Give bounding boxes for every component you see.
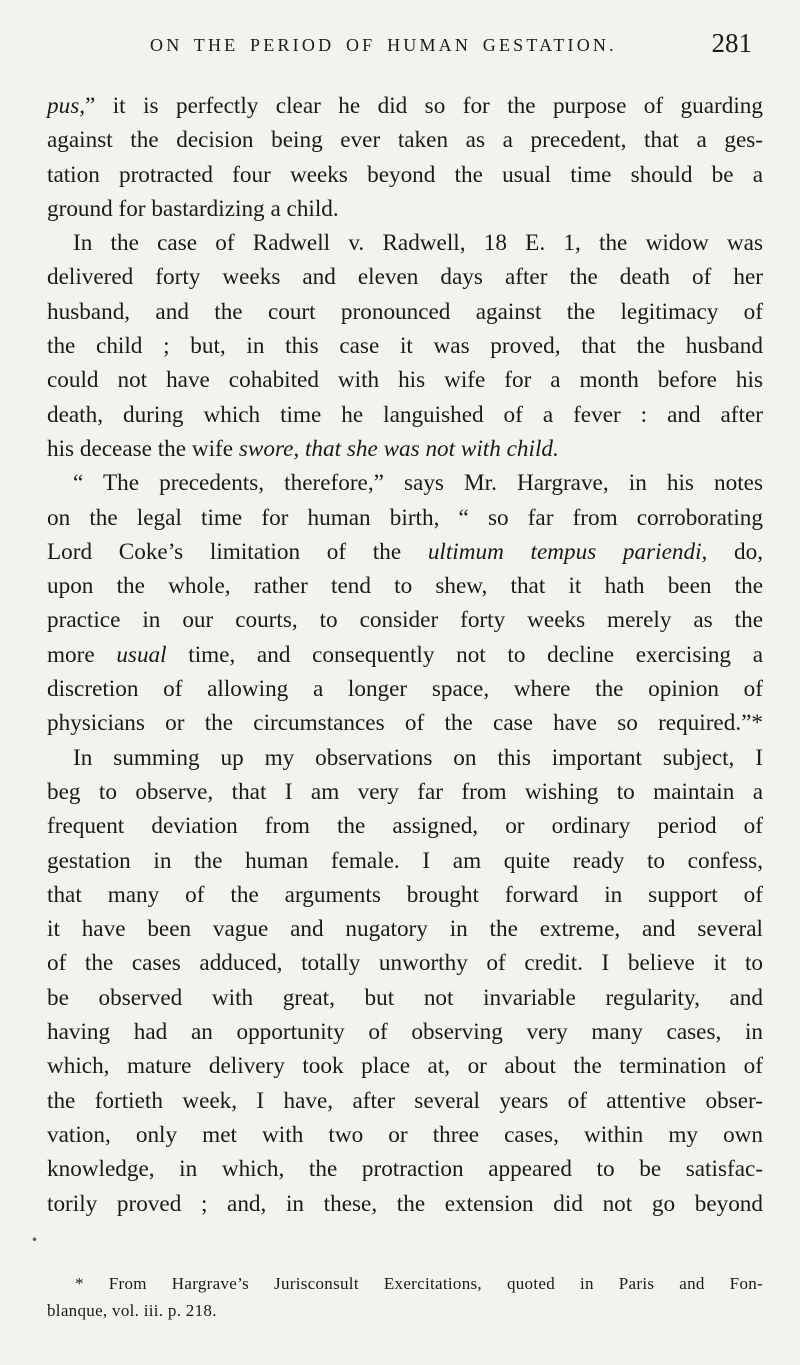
running-head bbox=[0, 28, 800, 68]
text-line: tation protracted four weeks beyond the usual time should be a bbox=[47, 161, 763, 188]
text-line: death, during which time he languished of a fever : and after bbox=[47, 401, 763, 428]
text-line: it have been vague and nugatory in the extreme, and several bbox=[47, 916, 763, 943]
text-line: knowledge, in which, the protraction appeared to be satisfac- bbox=[47, 1156, 763, 1183]
text-line: practice in our courts, to consider forty weeks merely as the bbox=[47, 607, 763, 634]
text-line: In the case of Radwell v. Radwell, 18 E. 1, the widow was bbox=[73, 230, 763, 257]
text-line: “ The precedents, therefore,” says Mr. Hargrave, in his notes bbox=[73, 470, 763, 497]
text-run: ” it is perfectly clear he did so for the purpose of guarding bbox=[85, 93, 763, 119]
text-line: on the legal time for human birth, “ so far from corroborating bbox=[47, 504, 763, 531]
text-line: delivered forty weeks and eleven days after the death of her bbox=[47, 264, 763, 291]
text-line: the child ; but, in this case it was proved, that the husband bbox=[47, 333, 763, 360]
text-run: his decease the wife bbox=[47, 435, 239, 462]
text-line: against the decision being ever taken as a precedent, that a ges- bbox=[47, 127, 763, 154]
margin-speck: • bbox=[31, 1233, 39, 1247]
text-run: Lord Coke’s limitation of the bbox=[47, 538, 428, 565]
text-line: could not have cohabited with his wife for a month before his bbox=[47, 367, 763, 394]
italic-phrase: ultimum tempus pariendi, bbox=[427, 538, 708, 565]
text-line: ground for bastardizing a child. bbox=[47, 195, 339, 222]
text-line: upon the whole, rather tend to shew, that it hath been the bbox=[47, 573, 763, 600]
text-line: the fortieth week, I have, after several years of attentive obser- bbox=[47, 1087, 763, 1114]
body-text bbox=[47, 89, 763, 1221]
footnote-line: blanque, vol. iii. p. 218. bbox=[47, 1301, 217, 1320]
text-line: In summing up my observations on this important subject, I bbox=[73, 744, 763, 771]
italic-phrase: swore, that she was not with child. bbox=[238, 435, 559, 462]
text-line: discretion of allowing a longer space, where the opinion of bbox=[47, 676, 763, 703]
text-line: gestation in the human female. I am quite ready to confess, bbox=[47, 847, 763, 874]
page-number: 281 bbox=[711, 28, 752, 58]
text-line: physicians or the circumstances of the case have so required.”* bbox=[47, 710, 763, 737]
text-run: more bbox=[47, 641, 117, 668]
text-line: frequent deviation from the assigned, or ordinary period of bbox=[47, 813, 763, 840]
text-line: that many of the arguments brought forward in support of bbox=[47, 881, 763, 908]
text-run: do, bbox=[707, 538, 764, 565]
italic-word: usual bbox=[116, 641, 167, 668]
text-run: time, and consequently not to decline exercising a bbox=[166, 641, 763, 668]
text-line: be observed with great, but not invariable regularity, and bbox=[47, 984, 763, 1011]
text-line bbox=[47, 638, 763, 672]
text-line: husband, and the court pronounced against the legitimacy of bbox=[47, 298, 763, 325]
text-line: beg to observe, that I am very far from wishing to maintain a bbox=[47, 778, 763, 805]
text-line bbox=[47, 535, 763, 569]
text-line: having had an opportunity of observing very many cases, in bbox=[47, 1019, 763, 1046]
footnote bbox=[47, 1270, 763, 1324]
running-title: ON THE PERIOD OF HUMAN GESTATION. bbox=[150, 35, 617, 55]
text-line bbox=[47, 89, 763, 123]
text-line: torily proved ; and, in these, the extension did not go beyond bbox=[47, 1190, 763, 1217]
italic-word: pus, bbox=[47, 93, 86, 119]
text-line: of the cases adduced, totally unworthy of credit. I believe it to bbox=[47, 950, 763, 977]
text-line: which, mature delivery took place at, or about the termination of bbox=[47, 1053, 763, 1080]
text-line bbox=[47, 432, 763, 466]
footnote-line: * From Hargrave’s Jurisconsult Exercitations, quoted in Paris and Fon- bbox=[75, 1274, 763, 1293]
text-line: vation, only met with two or three cases, within my own bbox=[47, 1121, 763, 1148]
